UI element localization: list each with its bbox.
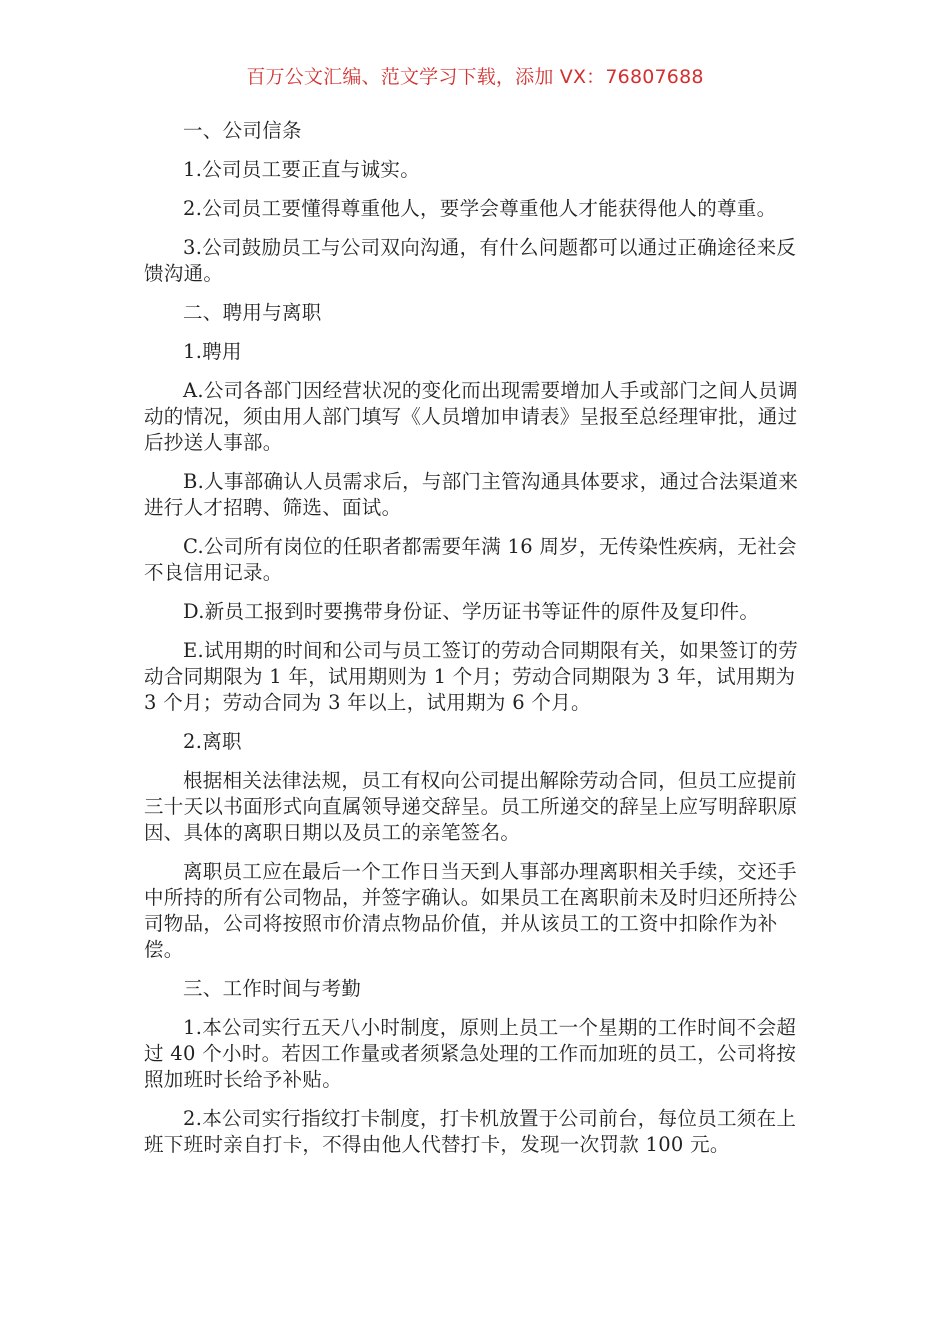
section-heading-work-hours: 三、工作时间与考勤 [183,977,362,1000]
subheading-hiring: 1.聘用 [183,340,242,363]
paragraph-leaving-2: 离职员工应在最后一个工作日当天到人事部办理离职相关手续，交还手中所持的所有公司物品，并签字确认。如果员工在离职前未及时归还所持公司物品，公司将按照市价清点物品价值，并从该员工的工资中扣除作为补偿。 [144,860,798,961]
paragraph-leaving-1: 根据相关法律法规，员工有权向公司提出解除劳动合同，但员工应提前三十天以书面形式向直属领导递交辞呈。员工所递交的辞呈上应写明辞职原因、具体的离职日期以及员工的亲笔签名。 [144,769,798,844]
paragraph-creed-3: 3.公司鼓励员工与公司双向沟通，有什么问题都可以通过正确途径来反馈沟通。 [144,236,797,285]
document-body [144,118,810,1171]
subheading-leaving: 2.离职 [183,730,242,753]
paragraph-creed-1: 1.公司员工要正直与诚实。 [183,158,421,181]
paragraph-work-hours-2: 2.本公司实行指纹打卡制度，打卡机放置于公司前台，每位员工须在上班下班时亲自打卡，不得由他人代替打卡，发现一次罚款 100 元。 [144,1107,797,1156]
section-heading-hiring-leaving: 二、聘用与离职 [183,301,322,324]
paragraph-creed-2: 2.公司员工要懂得尊重他人，要学会尊重他人才能获得他人的尊重。 [183,197,777,220]
paragraph-hiring-d: D.新员工报到时要携带身份证、学历证书等证件的原件及复印件。 [183,600,760,623]
paragraph-work-hours-1: 1.本公司实行五天八小时制度，原则上员工一个星期的工作时间不会超过 40 个小时。若因工作量或者须紧急处理的工作而加班的员工，公司将按照加班时长给予补贴。 [144,1016,797,1091]
paragraph-hiring-b: B.人事部确认人员需求后，与部门主管沟通具体要求，通过合法渠道来进行人才招聘、筛选、面试。 [144,470,799,519]
section-heading-company-creed: 一、公司信条 [183,119,302,142]
watermark-header: 百万公文汇编、范文学习下载，添加 VX：76807688 [246,66,704,88]
paragraph-hiring-c: C.公司所有岗位的任职者都需要年满 16 周岁，无传染性疾病，无社会不良信用记录。 [144,535,797,584]
paragraph-hiring-a: A.公司各部门因经营状况的变化而出现需要增加人手或部门之间人员调动的情况，须由用人部门填写《人员增加申请表》呈报至总经理审批，通过后抄送人事部。 [144,379,798,454]
paragraph-hiring-e: E.试用期的时间和公司与员工签订的劳动合同期限有关，如果签订的劳动合同期限为 1 年，试用期则为 1 个月；劳动合同期限为 3 年，试用期为 3 个月；劳动合同为 3 年以上，试用期为 6 个月。 [144,639,799,714]
